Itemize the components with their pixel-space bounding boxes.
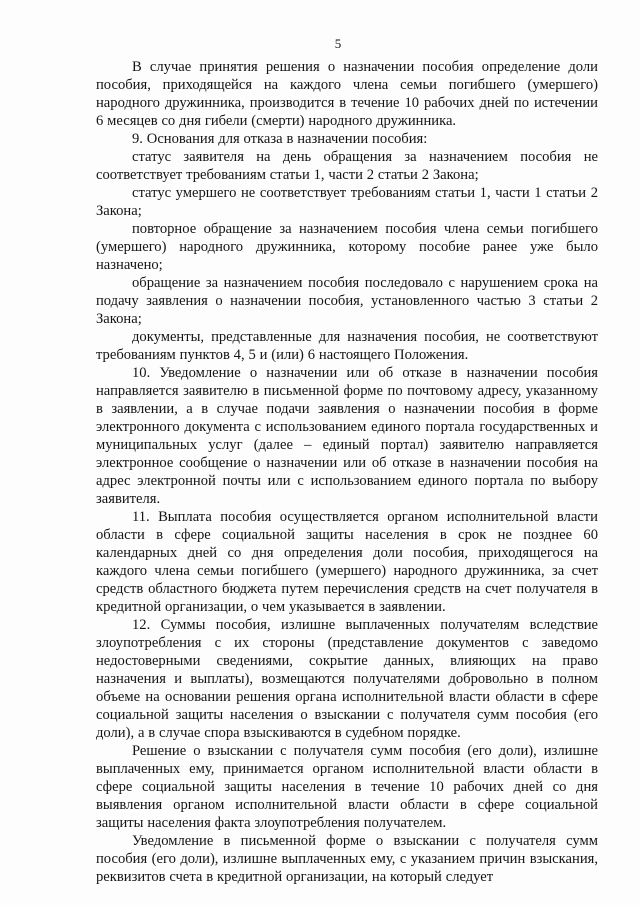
paragraph: 12. Суммы пособия, излишне выплаченных получателям вследствие злоупотребления с их стороны (представление документов с заведомо недостоверными сведениями, сокрытие данных, влияющих на право назначения и выплаты), возмещаются получателями добровольно в полном объеме на основании решения органа исполнительной власти области в сфере социальной защиты населения о взыскании с получателя сумм пособия (его доли), а в случае спора взыскиваются в судебном порядке. xyxy=(96,617,598,741)
paragraph: Решение о взыскании с получателя сумм пособия (его доли), излишне выплаченных ему, принимается органом исполнительной власти области в сфере социальной защиты населения в течение 10 рабочих дней со дня выявления органом исполнительной власти области в сфере социальной защиты населения факта злоупотребления получателем. xyxy=(96,743,598,831)
paragraph: В случае принятия решения о назначении пособия определение доли пособия, приходящейся на каждого члена семьи погибшего (умершего) народного дружинника, производится в течение 10 рабочих дней по истечении 6 месяцев со дня гибели (смерти) народного дружинника. xyxy=(96,59,598,129)
document-body xyxy=(96,58,598,886)
paragraph: Уведомление в письменной форме о взыскании с получателя сумм пособия (его доли), излишне выплаченных ему, с указанием причин взыскания, реквизитов счета в кредитной организации, на который следует xyxy=(96,833,598,885)
paragraph: обращение за назначением пособия последовало с нарушением срока на подачу заявления о назначении пособия, установленного частью 3 статьи 2 Закона; xyxy=(96,275,598,327)
paragraph: документы, представленные для назначения пособия, не соответствуют требованиям пунктов 4, 5 и (или) 6 настоящего Положения. xyxy=(96,329,598,363)
paragraph: 10. Уведомление о назначении или об отказе в назначении пособия направляется заявителю в письменной форме по почтовому адресу, указанному в заявлении, а в случае подачи заявления о назначении пособия в форме электронного документа с использованием единого портала государственных и муниципальных услуг (далее – единый портал) заявителю направляется электронное сообщение о назначении или об отказе в назначении пособия на адрес электронной почты или с использованием единого портала по выбору заявителя. xyxy=(96,365,598,507)
paragraph: статус умершего не соответствует требованиям статьи 1, части 1 статьи 2 Закона; xyxy=(96,185,598,219)
paragraph: 9. Основания для отказа в назначении пособия: xyxy=(132,131,428,147)
paragraph: 11. Выплата пособия осуществляется органом исполнительной власти области в сфере социальной защиты населения в срок не позднее 60 календарных дней со дня определения доли пособия, приходящегося на каждого члена семьи погибшего (умершего) народного дружинника, за счет средств областного бюджета путем перечисления средств на счет получателя в кредитной организации, о чем указывается в заявлении. xyxy=(96,509,598,615)
paragraph: статус заявителя на день обращения за назначением пособия не соответствует требованиям статьи 1, части 2 статьи 2 Закона; xyxy=(96,149,598,183)
page-number: 5 xyxy=(334,36,342,51)
paragraph: повторное обращение за назначением пособия члена семьи погибшего (умершего) народного дружинника, которому пособие ранее уже было назначено; xyxy=(96,221,598,273)
